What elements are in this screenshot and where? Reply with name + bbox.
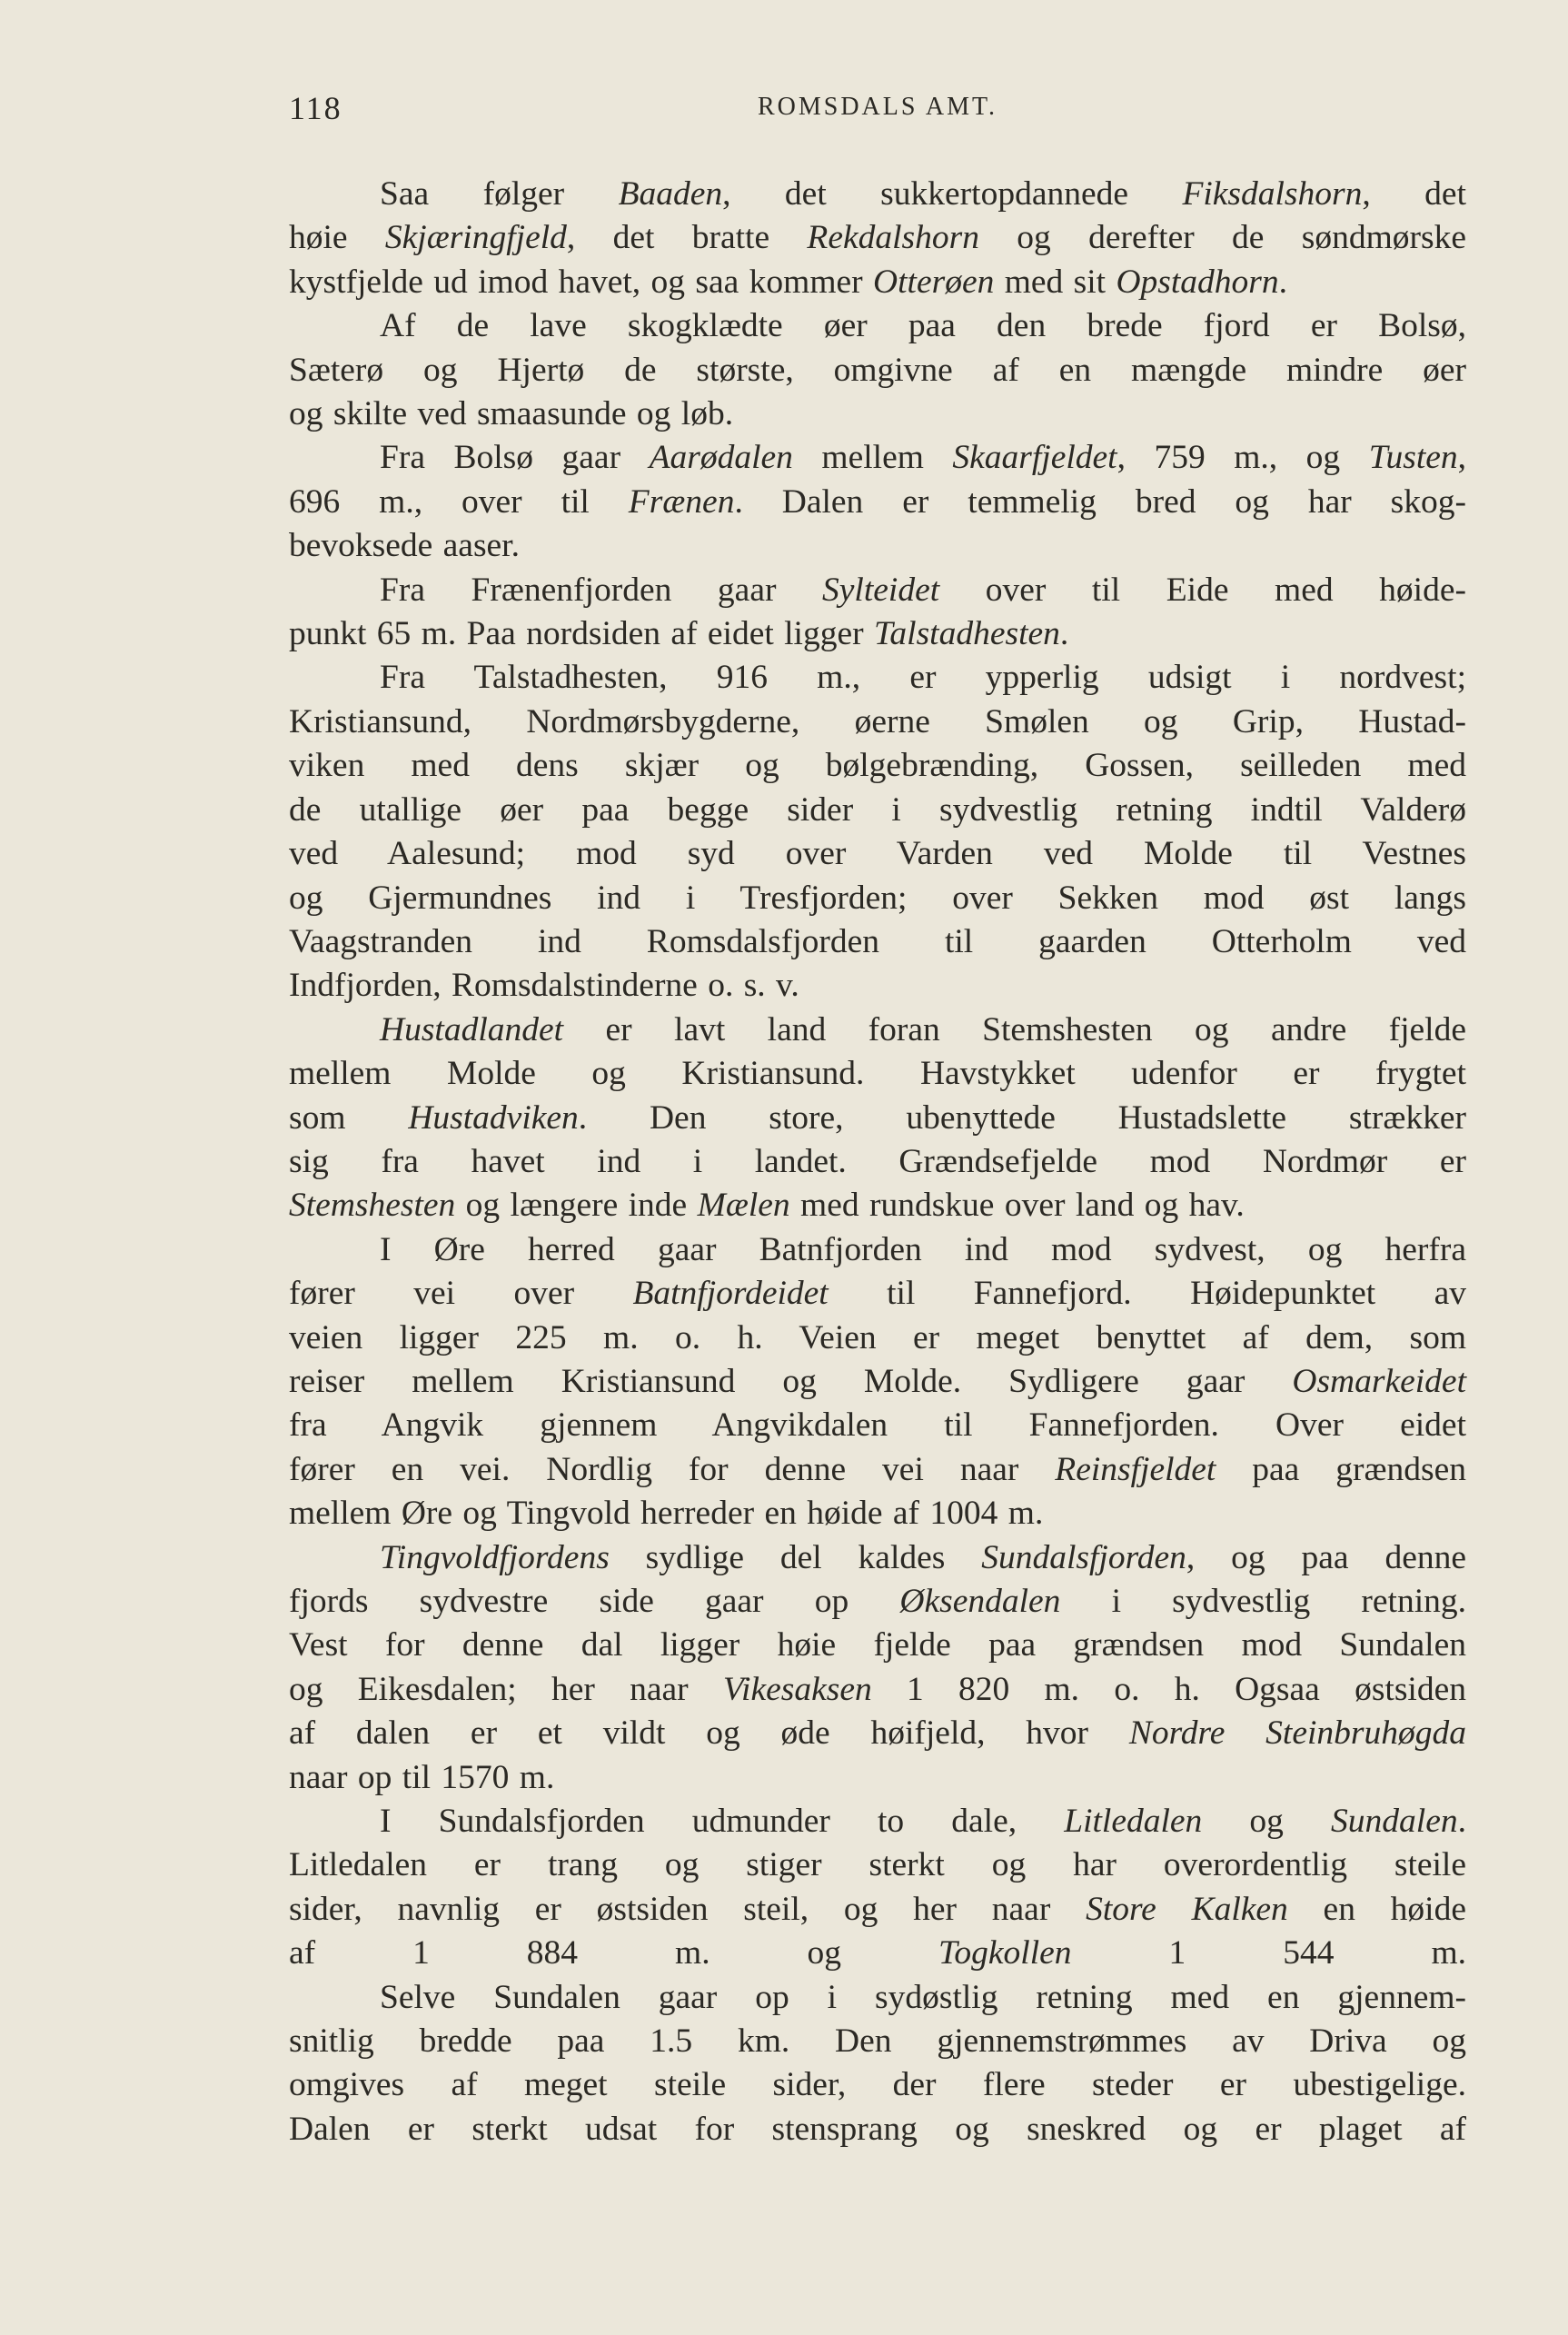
text-line xyxy=(289,304,1466,348)
text-segment: paa grændsen xyxy=(1216,1450,1467,1488)
text-segment: I Sundalsfjorden udmunder to dale, xyxy=(380,1803,1065,1841)
italic-place-name: Frænen xyxy=(628,482,735,521)
text-segment: og Eikesdalen; her naar xyxy=(289,1670,723,1708)
italic-place-name: Osmarkeidet xyxy=(1292,1362,1466,1400)
italic-place-name: Batnfjordeidet xyxy=(632,1275,829,1313)
text-segment: 696 m., over til xyxy=(289,482,629,521)
text-segment: de utallige øer paa begge sider i sydvestlig retning indtil Valderø xyxy=(289,790,1466,829)
text-segment: fører en vei. Nordlig for denne vei naar xyxy=(289,1450,1056,1488)
text-line xyxy=(289,1932,1466,1975)
text-line xyxy=(289,2063,1466,2107)
italic-place-name: Vikesaksen xyxy=(722,1670,872,1708)
italic-place-name: Øksendalen xyxy=(899,1583,1061,1620)
text-line xyxy=(289,1097,1466,1140)
text-segment: er lavt land foran Stemshesten og andre fjelde xyxy=(563,1010,1466,1048)
text-segment: Saa følger xyxy=(380,175,619,213)
text-line xyxy=(289,481,1466,524)
text-segment: og skilte ved smaasunde og løb. xyxy=(289,395,734,433)
text-segment: omgives af meget steile sider, der flere steder er ubestigelige. xyxy=(289,2066,1466,2104)
text-line xyxy=(289,1404,1466,1447)
text-segment: Litledalen er trang og stiger sterkt og har overordentlig steile xyxy=(289,1846,1466,1884)
text-line xyxy=(289,1843,1466,1887)
text-segment: , og paa denne xyxy=(1186,1538,1466,1576)
text-segment: 1 544 m. xyxy=(1071,1934,1466,1972)
text-line xyxy=(289,569,1466,612)
text-segment: bevoksede aaser. xyxy=(289,527,520,565)
text-segment: af 1 884 m. og xyxy=(289,1934,938,1972)
text-line xyxy=(289,1536,1466,1580)
text-line xyxy=(289,436,1466,480)
text-segment: fjords sydvestre side gaar op xyxy=(289,1583,900,1620)
text-line xyxy=(289,2108,1466,2151)
text-segment: , det sukkertopdannede xyxy=(722,175,1183,213)
italic-place-name: Sundalen xyxy=(1331,1803,1458,1841)
text-line xyxy=(289,1272,1466,1316)
text-segment: . xyxy=(1457,1803,1466,1841)
text-line xyxy=(289,1228,1466,1272)
text-line xyxy=(289,524,1466,568)
page-number: 118 xyxy=(289,90,342,126)
italic-place-name: Tusten xyxy=(1368,439,1458,477)
text-line xyxy=(289,1317,1466,1360)
text-line xyxy=(289,2020,1466,2063)
text-segment: punkt 65 m. Paa nordsiden af eidet ligger xyxy=(289,615,874,653)
text-line xyxy=(289,1800,1466,1843)
text-segment: en høide xyxy=(1287,1890,1466,1928)
text-segment: , 759 m., og xyxy=(1116,439,1369,477)
italic-place-name: Aarødalen xyxy=(649,439,793,477)
italic-place-name: Hustadlandet xyxy=(380,1010,564,1048)
text-segment: Af de lave skogklædte øer paa den brede fjord er Bolsø, xyxy=(380,307,1466,345)
text-segment: og længere inde xyxy=(455,1187,698,1225)
text-segment: sider, navnlig er østsiden steil, og her naar xyxy=(289,1890,1087,1928)
text-line xyxy=(289,789,1466,832)
text-segment: Fra Talstadhesten, 916 m., er ypperlig udsigt i nordvest; xyxy=(380,659,1466,697)
italic-place-name: Skjæringfjeld xyxy=(384,219,567,257)
text-line xyxy=(289,1668,1466,1712)
text-segment: , det bratte xyxy=(566,219,808,257)
text-line xyxy=(289,392,1466,436)
text-segment: sydlige del kaldes xyxy=(609,1538,982,1576)
text-segment: i sydvestlig retning. xyxy=(1060,1583,1466,1620)
text-line xyxy=(289,877,1466,920)
text-segment: fra Angvik gjennem Angvikdalen til Fannefjorden. Over eidet xyxy=(289,1406,1466,1445)
text-line xyxy=(289,349,1466,392)
text-segment: . xyxy=(1278,263,1288,301)
italic-place-name: Sundalsfjorden xyxy=(981,1538,1186,1576)
text-line xyxy=(289,1712,1466,1755)
text-segment: Sæterø og Hjertø de største, omgivne af en mængde mindre øer xyxy=(289,351,1466,389)
italic-place-name: Otterøen xyxy=(873,263,995,301)
italic-place-name: Fiksdalshorn xyxy=(1182,175,1363,213)
text-line xyxy=(289,1448,1466,1492)
running-head: ROMSDALS AMT. xyxy=(757,93,998,121)
text-line xyxy=(289,1624,1466,1667)
text-line xyxy=(289,700,1466,744)
italic-place-name: Stemshesten xyxy=(289,1187,456,1225)
text-segment: mellem Molde og Kristiansund. Havstykket udenfor er frygtet xyxy=(289,1055,1466,1093)
text-line xyxy=(289,1009,1466,1052)
text-segment: og xyxy=(1202,1803,1332,1841)
text-segment: Fra Bolsø gaar xyxy=(380,439,650,477)
text-segment: 1 820 m. o. h. Ogsaa østsiden xyxy=(871,1670,1466,1708)
text-line xyxy=(289,173,1466,216)
italic-place-name: Rekdalshorn xyxy=(807,219,979,257)
text-line xyxy=(289,1492,1466,1535)
text-segment: Dalen er sterkt udsat for stensprang og sneskred og er plaget af xyxy=(289,2110,1466,2148)
text-line xyxy=(289,964,1466,1008)
text-line xyxy=(289,1888,1466,1932)
text-segment: med sit xyxy=(994,263,1116,301)
text-segment: , det xyxy=(1362,175,1466,213)
text-segment: mellem xyxy=(792,439,953,477)
text-segment: . xyxy=(1059,615,1069,653)
text-line xyxy=(289,656,1466,700)
text-line xyxy=(289,1580,1466,1624)
italic-place-name: Opstadhorn xyxy=(1116,263,1279,301)
text-segment: mellem Øre og Tingvold herreder en høide af 1004 m. xyxy=(289,1495,1044,1533)
text-segment: kystfjelde ud imod havet, og saa kommer xyxy=(289,263,874,301)
text-segment: reiser mellem Kristiansund og Molde. Sydligere gaar xyxy=(289,1362,1293,1400)
text-line xyxy=(289,920,1466,964)
text-segment: ved Aalesund; mod syd over Varden ved Molde til Vestnes xyxy=(289,835,1466,873)
italic-place-name: Talstadhesten xyxy=(873,615,1060,653)
text-line xyxy=(289,612,1466,656)
text-segment: Vest for denne dal ligger høie fjelde paa grændsen mod Sundalen xyxy=(289,1626,1466,1664)
text-segment: Indfjorden, Romsdalstinderne o. s. v. xyxy=(289,967,799,1005)
italic-place-name: Nordre Steinbruhøgda xyxy=(1128,1714,1467,1753)
text-segment: fører vei over xyxy=(289,1275,633,1313)
text-segment: og derefter de søndmørske xyxy=(978,219,1466,257)
italic-place-name: Litledalen xyxy=(1064,1803,1203,1841)
text-segment: Selve Sundalen gaar op i sydøstlig retning med en gjennem- xyxy=(380,1978,1466,2016)
body-text xyxy=(289,173,1466,2151)
page-header xyxy=(289,89,1466,134)
italic-place-name: Togkollen xyxy=(938,1934,1072,1972)
text-line xyxy=(289,832,1466,876)
text-segment: Kristiansund, Nordmørsbygderne, øerne Smølen og Grip, Hustad- xyxy=(289,702,1466,740)
italic-place-name: Skaarfjeldet xyxy=(952,439,1117,477)
text-line xyxy=(289,1052,1466,1096)
text-segment: . Dalen er temmelig bred og har skog- xyxy=(734,482,1466,521)
text-segment: som xyxy=(289,1098,409,1137)
italic-place-name: Mælen xyxy=(697,1187,790,1225)
text-segment: sig fra havet ind i landet. Grændsefjelde mod Nordmør er xyxy=(289,1142,1466,1180)
text-segment: , xyxy=(1457,439,1467,477)
italic-place-name: Store Kalken xyxy=(1086,1890,1288,1928)
text-segment: snitlig bredde paa 1.5 km. Den gjennemstrømmes av Driva og xyxy=(289,2022,1466,2061)
text-segment: høie xyxy=(289,219,385,257)
text-segment: Vaagstranden ind Romsdalsfjorden til gaarden Otterholm ved xyxy=(289,922,1466,960)
text-segment: til Fannefjord. Høidepunktet av xyxy=(828,1275,1466,1313)
text-line xyxy=(289,744,1466,788)
text-segment: . Den store, ubenyttede Hustadslette strækker xyxy=(578,1098,1466,1137)
text-line xyxy=(289,216,1466,260)
text-line xyxy=(289,261,1466,304)
text-segment: veien ligger 225 m. o. h. Veien er meget benyttet af dem, som xyxy=(289,1318,1466,1356)
text-line xyxy=(289,1360,1466,1404)
text-segment: og Gjermundnes ind i Tresfjorden; over Sekken mod øst langs xyxy=(289,879,1466,917)
text-segment: viken med dens skjær og bølgebrænding, Gossen, seilleden med xyxy=(289,747,1466,785)
text-segment: I Øre herred gaar Batnfjorden ind mod sydvest, og herfra xyxy=(380,1230,1466,1268)
text-segment: Fra Frænenfjorden gaar xyxy=(380,571,823,609)
italic-place-name: Hustadviken xyxy=(408,1098,579,1137)
italic-place-name: Baaden xyxy=(618,175,723,213)
text-segment: af dalen er et vildt og øde høifjeld, hvor xyxy=(289,1714,1129,1753)
text-segment: over til Eide med høide- xyxy=(939,571,1466,609)
text-line xyxy=(289,1756,1466,1800)
italic-place-name: Reinsfjeldet xyxy=(1055,1450,1216,1488)
italic-place-name: Tingvoldfjordens xyxy=(380,1538,610,1576)
italic-place-name: Sylteidet xyxy=(822,571,940,609)
text-line xyxy=(289,1976,1466,2020)
text-line xyxy=(289,1184,1466,1227)
text-segment: med rundskue over land og hav. xyxy=(789,1187,1245,1225)
text-line xyxy=(289,1140,1466,1184)
text-segment: naar op til 1570 m. xyxy=(289,1758,555,1796)
